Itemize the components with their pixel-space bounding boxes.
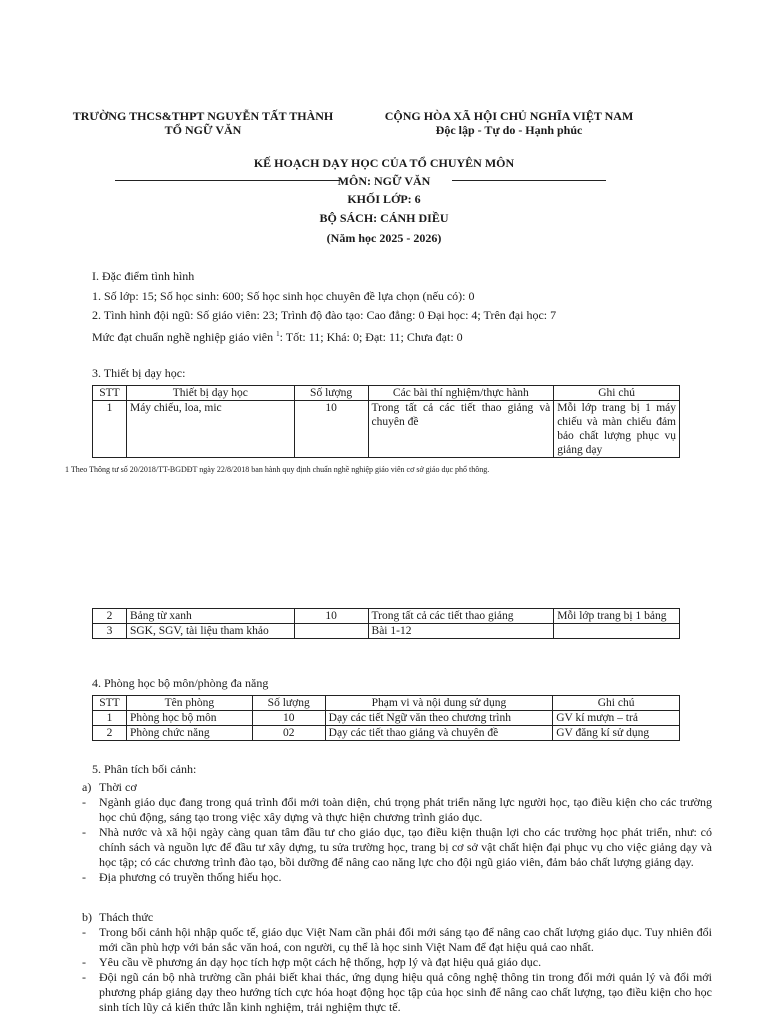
list-item — [82, 925, 712, 955]
table-row — [93, 726, 680, 741]
dash-marker: - — [82, 870, 86, 884]
list-item — [82, 795, 712, 825]
republic-name: CỘNG HÒA XÃ HỘI CHỦ NGHĨA VIỆT NAM — [384, 109, 634, 123]
list-item — [82, 870, 712, 885]
table-cell: Bảng từ xanh — [126, 609, 294, 624]
dash-marker: - — [82, 825, 86, 839]
subject-line: MÔN: NGỮ VĂN — [337, 174, 431, 188]
group-name: TỔ NGỮ VĂN — [164, 123, 242, 137]
list-item — [82, 970, 712, 1015]
table-cell: Dạy các tiết Ngữ văn theo chương trình — [325, 711, 553, 726]
table-header-row — [93, 696, 680, 711]
school-name: TRƯỜNG THCS&THPT NGUYỄN TẤT THÀNH — [72, 109, 334, 123]
list-item-text: Ngành giáo dục đang trong quá trình đổi mới toàn diện, chú trọng phát triển năng lực người học, tạo điều kiện cho các trường học chủ động, sáng tạo trong việc xây dựng và thực hiện chương trình giáo dục. — [99, 795, 712, 824]
table-cell: Mỗi lớp trang bị 1 máy chiếu và màn chiếu đảm bảo chất lượng phục vụ giảng dạy — [554, 401, 680, 458]
table-cell: 2 — [93, 609, 127, 624]
motto: Độc lập - Tự do - Hạnh phúc — [435, 123, 583, 137]
table-cell: Phòng học bộ môn — [126, 711, 252, 726]
rooms-heading: 4. Phòng học bộ môn/phòng đa năng — [92, 676, 269, 690]
table-cell: Máy chiếu, loa, mic — [126, 401, 294, 458]
table-cell — [294, 624, 368, 639]
standard-info-label: Mức đạt chuẩn nghề nghiệp giáo viên — [92, 330, 277, 344]
column-header: Ghi chú — [553, 696, 680, 711]
list-item-text: Nhà nước và xã hội ngày càng quan tâm đầu tư cho giáo dục, tạo điều kiện thuận lợi cho các trường học phát triển, như: có chính sách và nguồn lực để đầu tư xây dựng, tu sửa trường học, trang bị cơ sở vật chất hiện đại phục vụ cho việc giảng dạy và học tập; có các chương trình đào tạo, bồi dưỡng để nâng cao năng lực cho đội ngũ giáo viên, đảm bảo chất lượng giảng dạy. — [99, 825, 712, 869]
table-cell: GV kí mượn – trả — [553, 711, 680, 726]
dash-marker: - — [82, 955, 86, 969]
column-header: Số lượng — [294, 386, 368, 401]
context-heading: 5. Phân tích bối cảnh: — [92, 762, 197, 776]
list-heading-label: Thời cơ — [99, 780, 137, 794]
table-cell: 2 — [93, 726, 127, 741]
dash-marker: - — [82, 970, 86, 984]
list-heading — [82, 910, 712, 925]
standard-info — [92, 325, 463, 347]
equipment-table-continued — [92, 608, 680, 639]
footnote-text: Theo Thông tư số 20/2018/TT-BGDĐT ngày 22/8/2018 ban hành quy định chuẩn nghề nghiệp giáo viên cơ sở giáo dục phổ thông. — [69, 465, 490, 474]
table-cell: Bài 1-12 — [368, 624, 554, 639]
rooms-table — [92, 695, 680, 741]
column-header: Phạm vi và nội dung sử dụng — [325, 696, 553, 711]
class-info: 1. Số lớp: 15; Số học sinh: 600; Số học sinh học chuyên đề lựa chọn (nếu có): 0 — [92, 289, 475, 303]
standard-info-values: : Tốt: 11; Khá: 0; Đạt: 11; Chưa đạt: 0 — [279, 330, 463, 344]
column-header: Số lượng — [252, 696, 325, 711]
table-cell: Trong tất cả các tiết thao giảng và chuyên đề — [368, 401, 554, 458]
footnote — [65, 465, 489, 474]
table-row — [93, 401, 680, 458]
table-cell: Phòng chức năng — [126, 726, 252, 741]
table-cell: 3 — [93, 624, 127, 639]
table-header-row — [93, 386, 680, 401]
list-item-text: Yêu cầu về phương án dạy học tích hợp một cách hệ thống, hợp lý và đạt hiệu quả giáo dục. — [99, 955, 542, 969]
table-cell: GV đăng kí sử dụng — [553, 726, 680, 741]
dash-marker: - — [82, 925, 86, 939]
challenges-list — [82, 910, 712, 1015]
textbook-line: BỘ SÁCH: CÁNH DIỀU — [319, 211, 449, 225]
table-row — [93, 609, 680, 624]
opportunities-list — [82, 780, 712, 885]
table-cell: 10 — [294, 401, 368, 458]
table-cell: 10 — [294, 609, 368, 624]
grade-line: KHỐI LỚP: 6 — [347, 192, 421, 206]
column-header: Các bài thí nghiệm/thực hành — [368, 386, 554, 401]
equipment-heading: 3. Thiết bị dạy học: — [92, 366, 186, 380]
dash-marker: - — [82, 795, 86, 809]
plan-title: KẾ HOẠCH DẠY HỌC CỦA TỔ CHUYÊN MÔN — [253, 156, 515, 170]
list-heading — [82, 780, 712, 795]
list-item-text: Địa phương có truyền thống hiếu học. — [99, 870, 282, 884]
list-marker: a) — [82, 780, 92, 794]
list-marker: b) — [82, 910, 92, 924]
staff-info: 2. Tình hình đội ngũ: Số giáo viên: 23; Trình độ đào tạo: Cao đẳng: 0 Đại học: 4; Trên đại học: 7 — [92, 308, 557, 322]
section-heading: I. Đặc điểm tình hình — [92, 269, 195, 283]
table-cell: 1 — [93, 711, 127, 726]
table-cell: Mỗi lớp trang bị 1 bảng — [554, 609, 680, 624]
equipment-table — [92, 385, 680, 458]
table-cell: 1 — [93, 401, 127, 458]
column-header: Thiết bị dạy học — [126, 386, 294, 401]
list-item-text: Đội ngũ cán bộ nhà trường cần phải biết khai thác, ứng dụng hiệu quả công nghệ thông tin trong đổi mới quản lý và đổi mới phương pháp giảng dạy theo hướng tích cực hóa hoạt động học tập của học sinh để nâng cao chất lượng, tạo điều kiện cho học sinh tích lũy cả kiến thức lẫn kinh nghiệm, trải nghiệm thực tế. — [99, 970, 712, 1014]
list-item — [82, 825, 712, 870]
column-header: Tên phòng — [126, 696, 252, 711]
table-cell — [554, 624, 680, 639]
table-row — [93, 624, 680, 639]
school-year-line: (Năm học 2025 - 2026) — [326, 231, 442, 245]
table-cell: SGK, SGV, tài liệu tham khảo — [126, 624, 294, 639]
footnote-ref[interactable]: 1 — [276, 330, 280, 338]
list-item — [82, 955, 712, 970]
table-cell: Trong tất cả các tiết thao giảng — [368, 609, 554, 624]
table-row — [93, 711, 680, 726]
table-cell: 10 — [252, 711, 325, 726]
list-item-text: Trong bối cảnh hội nhập quốc tế, giáo dục Việt Nam cần phải đổi mới sáng tạo để nâng cao chất lượng giáo dục. Tuy nhiên đổi mới cần phù hợp với bản sắc văn hoá, con người, cụ thể là học sinh Việt Nam để đạt hiệu quả cao nhất. — [99, 925, 712, 954]
footnote-number: 1 — [65, 465, 69, 474]
table-cell: 02 — [252, 726, 325, 741]
column-header: Ghi chú — [554, 386, 680, 401]
column-header: STT — [93, 386, 127, 401]
table-cell: Dạy các tiết thao giảng và chuyên đề — [325, 726, 553, 741]
column-header: STT — [93, 696, 127, 711]
list-heading-label: Thách thức — [99, 910, 154, 924]
